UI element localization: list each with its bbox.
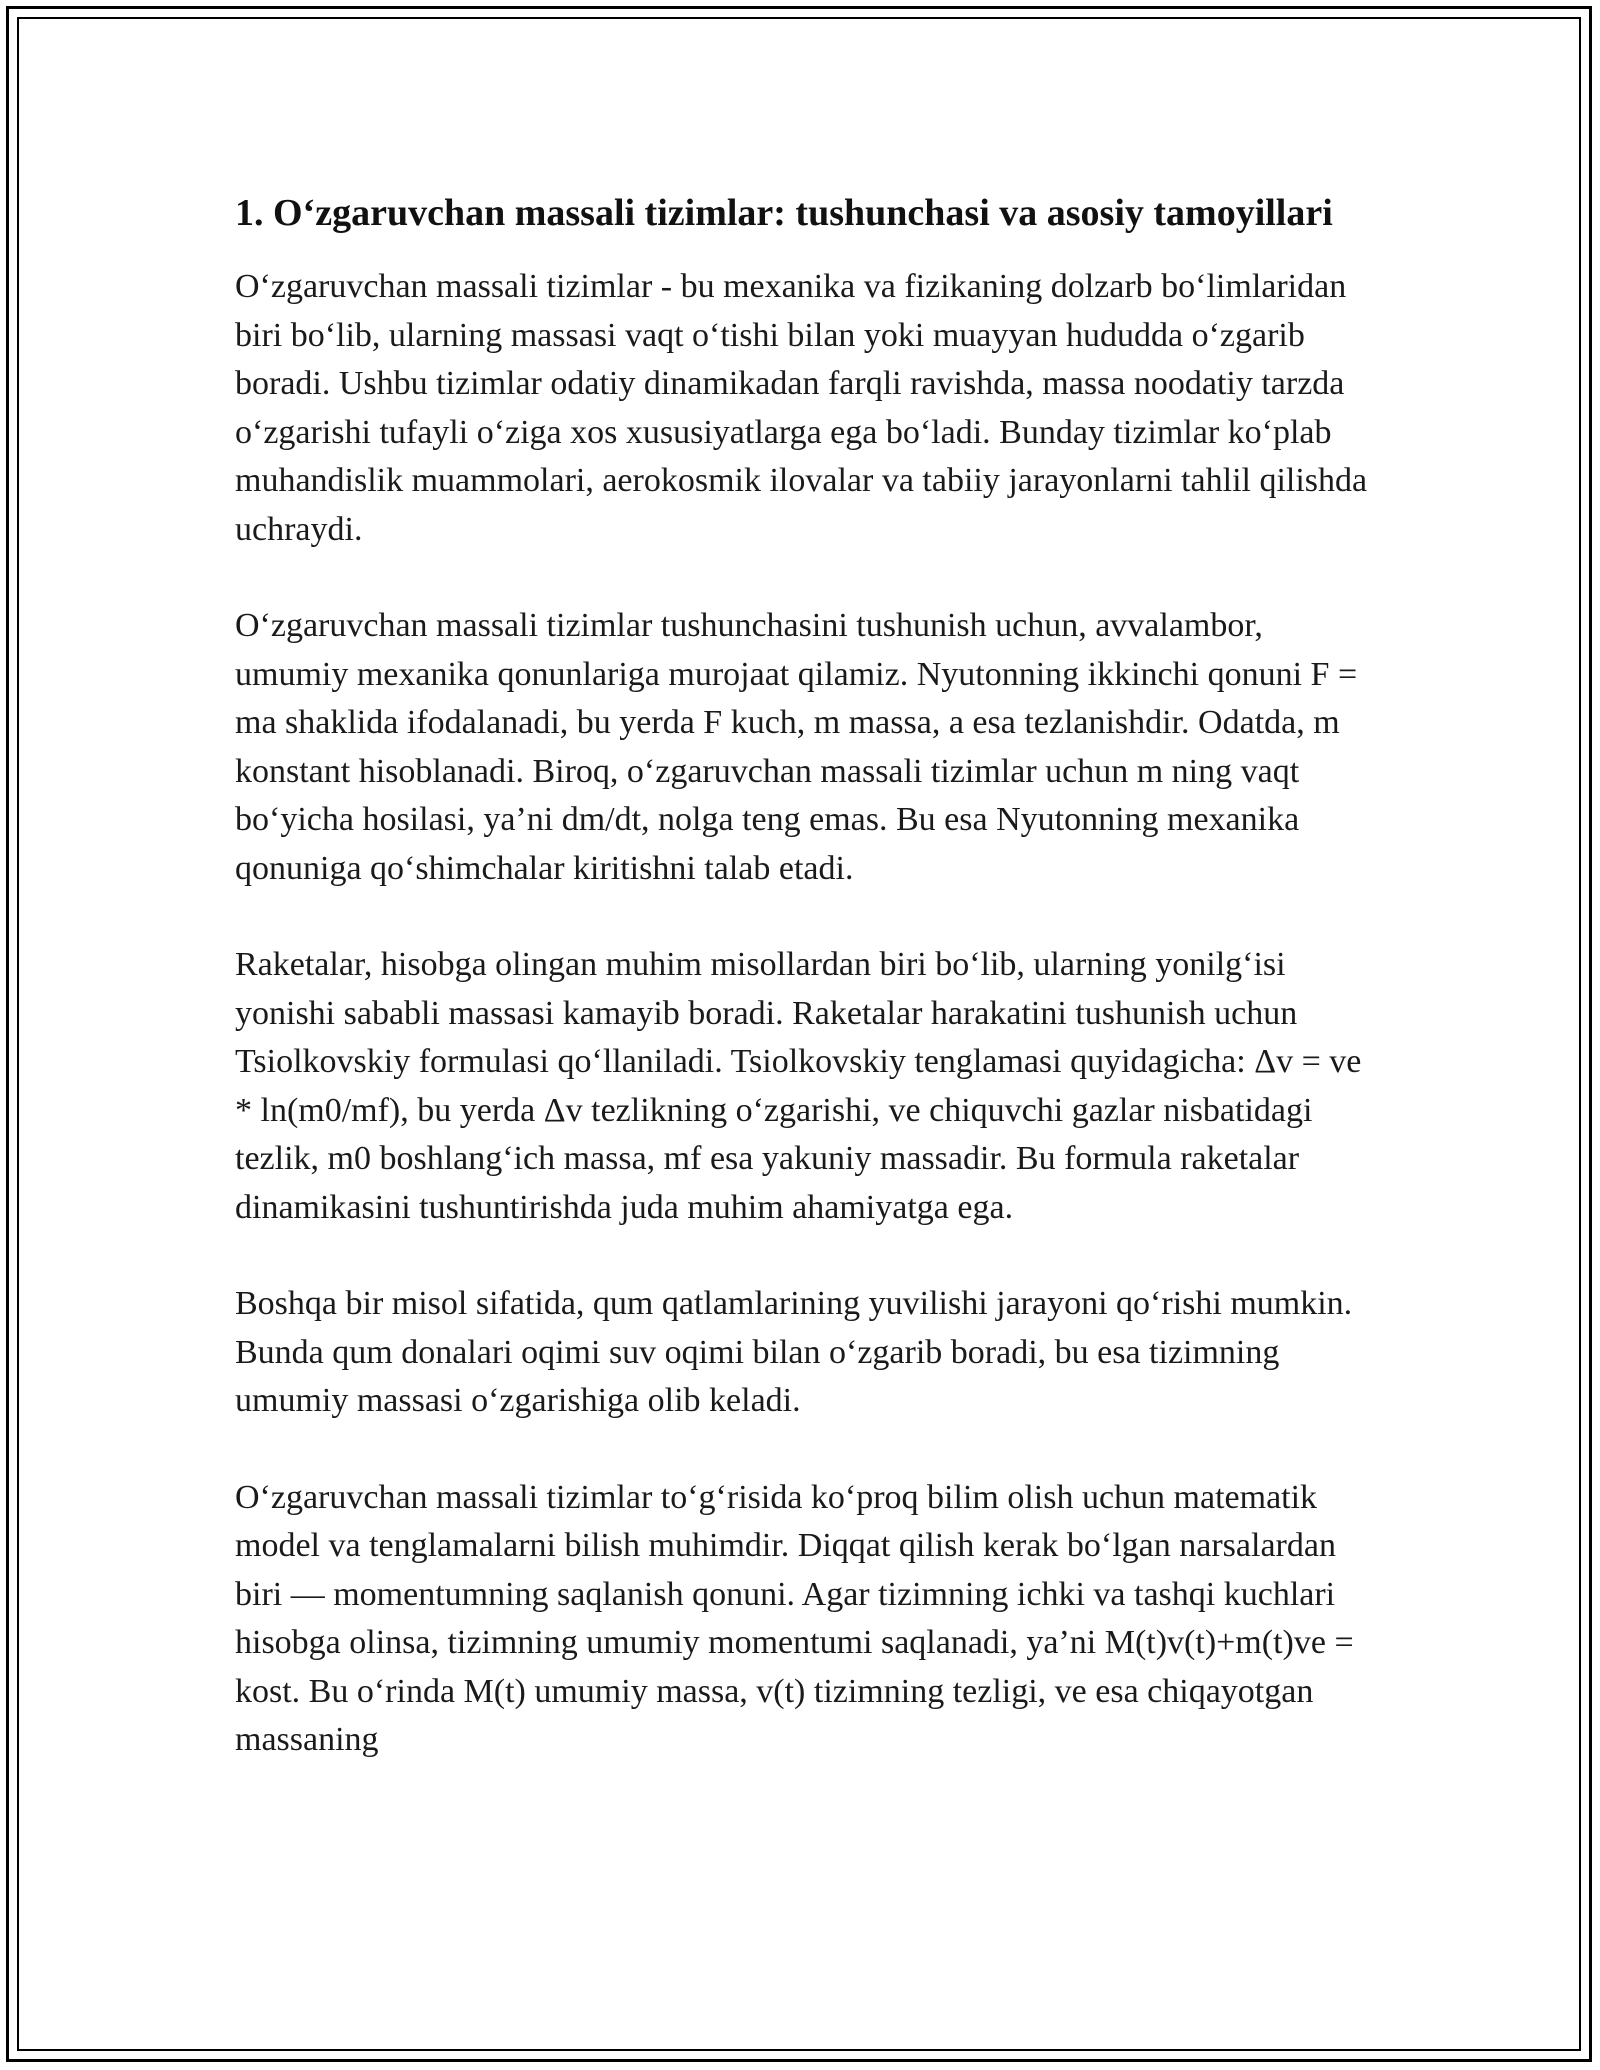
paragraph-momentum: O‘zgaruvchan massali tizimlar to‘g‘risida ko‘proq bilim olish uchun matematik model va tenglamalarni bilish muhimdir. Diqqat qilish kerak bo‘lgan narsalardan biri — momentumning saqlanish qonuni. Agar tizimning ichki va tashqi kuchlari hisobga olinsa, tizimning umumiy momentumi saqlanadi, ya’ni M(t)v(t)+m(t)ve = kost. Bu o‘rinda M(t) umumiy massa, v(t) tizimning tezligi, ve esa chiqayotgan massaning (235, 1478, 1354, 1758)
paragraph-newton-law: O‘zgaruvchan massali tizimlar tushunchasini tushunish uchun, avvalambor, umumiy mexanika qonunlariga murojaat qilamiz. Nyutonning ikkinchi qonuni F = ma shaklida ifodalanadi, bu yerda F kuch, m massa, a esa tezlanishdir. Odatda, m konstant hisoblanadi. Biroq, o‘zgaruvchan massali tizimlar uchun m ning vaqt bo‘yicha hosilasi, ya’ni dm/dt, nolga teng emas. Bu esa Nyutonning mexanika qonuniga qo‘shimchalar kiritishni talab etadi. (235, 607, 1358, 887)
paragraph-intro: O‘zgaruvchan massali tizimlar - bu mexanika va fizikaning dolzarb bo‘limlaridan biri bo‘lib, ularning massasi vaqt o‘tishi bilan yoki muayyan hududda o‘zgarib boradi. Ushbu tizimlar odatiy dinamikadan farqli ravishda, massa noodatiy tarzda o‘zgarishi tufayli o‘ziga xos xususiyatlarga ega bo‘ladi. Bunday tizimlar ko‘plab muhandislik muammolari, aerokosmik ilovalar va tabiiy jarayonlarni tahlil qilishda uchraydi. (235, 268, 1368, 548)
section-title: 1. O‘zgaruvchan massali tizimlar: tushunchasi va asosiy tamoyillari (235, 192, 1333, 234)
paragraph-sand-erosion: Boshqa bir misol sifatida, qum qatlamlarining yuvilishi jarayoni qo‘rishi mumkin. Bunda qum donalari oqimi suv oqimi bilan o‘zgarib boradi, bu esa tizimning umumiy massasi o‘zgarishiga olib keladi. (235, 1285, 1353, 1419)
paragraph-rockets: Raketalar, hisobga olingan muhim misollardan biri bo‘lib, ularning yonilg‘isi yonishi sababli massasi kamayib boradi. Raketalar harakatini tushunish uchun Tsiolkovskiy formulasi qo‘llaniladi. Tsiolkovskiy tenglamasi quyidagicha: Δv = ve * ln(m0/mf), bu yerda Δv tezlikning o‘zgarishi, ve chiquvchi gazlar nisbatidagi tezlik, m0 boshlang‘ich massa, mf esa yakuniy massadir. Bu formula raketalar dinamikasini tushuntirishda juda muhim ahamiyatga ega. (235, 946, 1362, 1226)
document-body (235, 186, 1370, 1813)
